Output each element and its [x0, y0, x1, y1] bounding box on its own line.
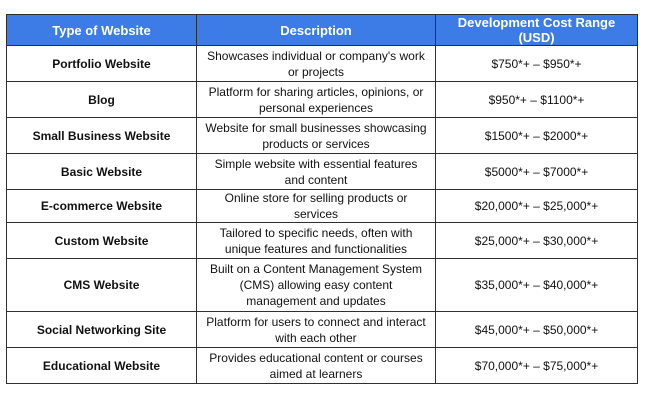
type-cell: Social Networking Site	[7, 312, 197, 348]
cost-cell: $45,000*+ – $50,000*+	[436, 312, 638, 348]
table-row	[7, 223, 638, 259]
cost-cell: $20,000*+ – $25,000*+	[436, 190, 638, 223]
table-row	[7, 46, 638, 82]
type-cell: Small Business Website	[7, 118, 197, 154]
table-row	[7, 118, 638, 154]
cost-cell: $750*+ – $950*+	[436, 46, 638, 82]
header-type: Type of Website	[7, 15, 197, 46]
header-cost: Development Cost Range (USD)	[436, 15, 638, 46]
cost-cell: $5000*+ – $7000*+	[436, 154, 638, 190]
description-cell: Platform for users to connect and interact with each other	[197, 312, 436, 348]
table-row	[7, 154, 638, 190]
table-row	[7, 259, 638, 312]
cost-cell: $35,000*+ – $40,000*+	[436, 259, 638, 312]
description-cell: Showcases individual or company's work or projects	[197, 46, 436, 82]
table-container	[6, 14, 638, 384]
table-row	[7, 190, 638, 223]
description-cell: Platform for sharing articles, opinions, or personal experiences	[197, 82, 436, 118]
cost-cell: $70,000*+ – $75,000*+	[436, 348, 638, 384]
type-cell: Basic Website	[7, 154, 197, 190]
table-row	[7, 82, 638, 118]
type-cell: Custom Website	[7, 223, 197, 259]
type-cell: CMS Website	[7, 259, 197, 312]
description-cell: Website for small businesses showcasing products or services	[197, 118, 436, 154]
cost-cell: $25,000*+ – $30,000*+	[436, 223, 638, 259]
table-row	[7, 312, 638, 348]
type-cell: E-commerce Website	[7, 190, 197, 223]
description-cell: Provides educational content or courses aimed at learners	[197, 348, 436, 384]
table-row	[7, 348, 638, 384]
type-cell: Educational Website	[7, 348, 197, 384]
table-header-row	[7, 15, 638, 46]
type-cell: Blog	[7, 82, 197, 118]
description-cell: Tailored to specific needs, often with unique features and functionalities	[197, 223, 436, 259]
header-description: Description	[197, 15, 436, 46]
website-cost-table	[6, 14, 638, 384]
description-cell: Simple website with essential features and content	[197, 154, 436, 190]
description-cell: Built on a Content Management System (CMS) allowing easy content management and updates	[197, 259, 436, 312]
type-cell: Portfolio Website	[7, 46, 197, 82]
cost-cell: $1500*+ – $2000*+	[436, 118, 638, 154]
cost-cell: $950*+ – $1100*+	[436, 82, 638, 118]
description-cell: Online store for selling products or services	[197, 190, 436, 223]
